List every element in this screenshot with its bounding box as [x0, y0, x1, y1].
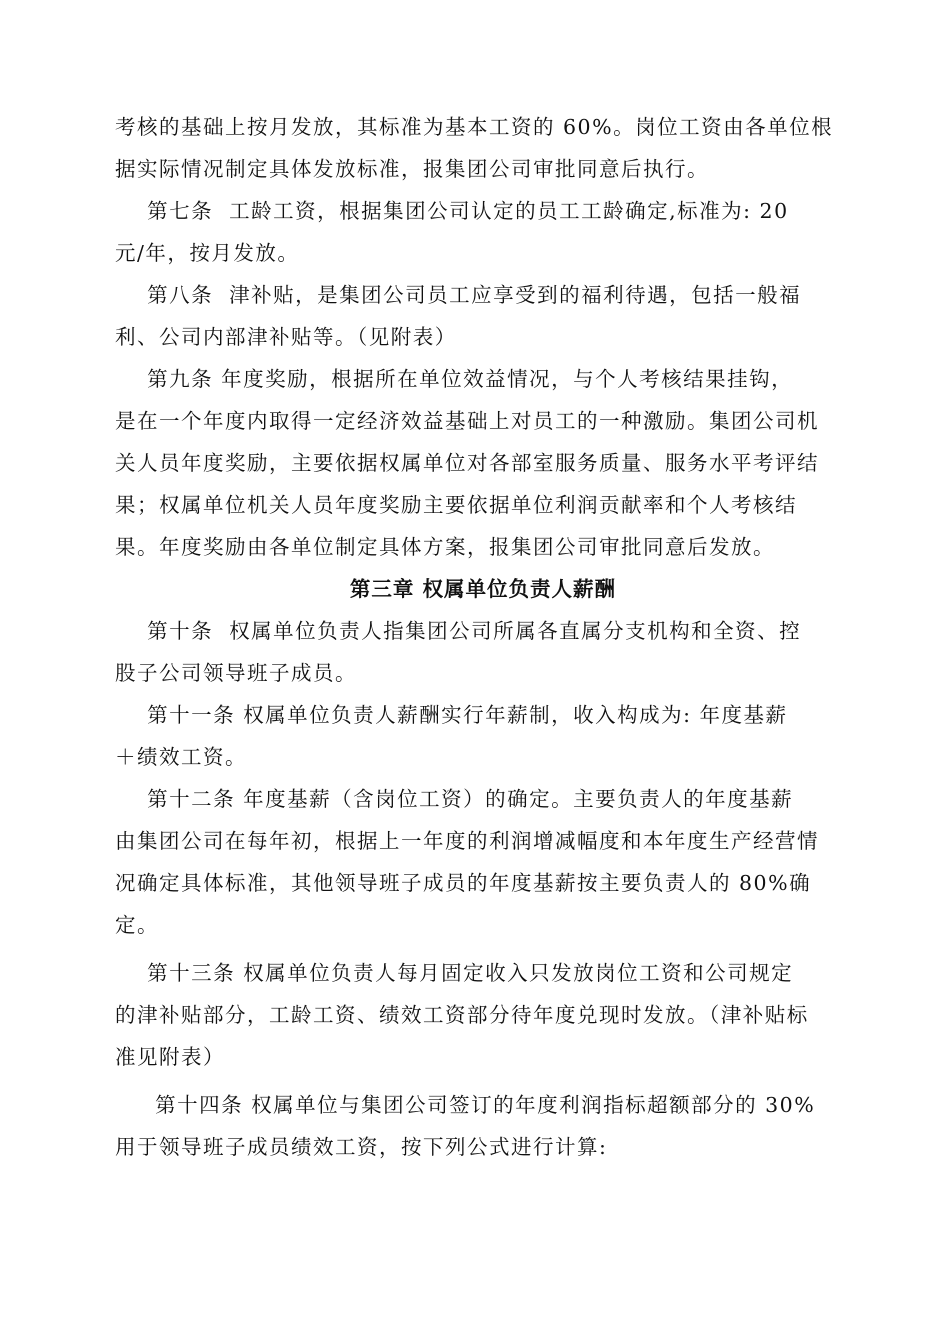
text-line: 元/年，按月发放。: [115, 241, 300, 265]
text-line: 的津补贴部分，工龄工资、绩效工资部分待年度兑现时发放。（津补贴标: [115, 1003, 809, 1027]
article-14-line: 第十四条 权属单位与集团公司签订的年度利润指标超额部分的 30%: [115, 1093, 816, 1117]
article-7-line: 第七条 工龄工资，根据集团公司认定的员工工龄确定,标准为: 20: [115, 199, 789, 223]
article-8-line: 第八条 津补贴，是集团公司员工应享受到的福利待遇，包括一般福: [115, 283, 802, 307]
text-line: 考核的基础上按月发放，其标准为基本工资的 60%。岗位工资由各单位根: [115, 115, 834, 139]
text-line: 股子公司领导班子成员。: [115, 661, 357, 685]
article-10-line: 第十条 权属单位负责人指集团公司所属各直属分支机构和全资、控: [115, 619, 802, 643]
text-line: 准见附表）: [115, 1045, 225, 1069]
text-line: 用于领导班子成员绩效工资，按下列公式进行计算:: [115, 1135, 608, 1159]
article-9-line: 第九条 年度奖励，根据所在单位效益情况，与个人考核结果挂钩，: [115, 367, 794, 391]
text-line: 由集团公司在每年初，根据上一年度的利润增减幅度和本年度生产经营情: [115, 829, 819, 853]
article-12-line: 第十二条 年度基薪（含岗位工资）的确定。主要负责人的年度基薪: [115, 787, 794, 811]
text-line: 利、公司内部津补贴等。（见附表）: [115, 325, 457, 349]
document-body: [115, 106, 834, 1168]
text-line: 是在一个年度内取得一定经济效益基础上对员工的一种激励。集团公司机: [115, 409, 819, 433]
text-line: ＋绩效工资。: [115, 745, 247, 769]
article-13-line: 第十三条 权属单位负责人每月固定收入只发放岗位工资和公司规定: [115, 961, 794, 985]
chapter-heading: 第三章 权属单位负责人薪酬: [349, 577, 617, 601]
text-line: 果；权属单位机关人员年度奖励主要依据单位利润贡献率和个人考核结: [115, 493, 797, 517]
text-line: 况确定具体标准，其他领导班子成员的年度基薪按主要负责人的 80%确: [115, 871, 812, 895]
text-line: 据实际情况制定具体发放标准，报集团公司审批同意后执行。: [115, 157, 709, 181]
text-line: 果。年度奖励由各单位制定具体方案，报集团公司审批同意后发放。: [115, 535, 775, 559]
article-11-line: 第十一条 权属单位负责人薪酬实行年薪制，收入构成为: 年度基薪: [115, 703, 788, 727]
text-line: 定。: [115, 913, 159, 937]
text-line: 关人员年度奖励，主要依据权属单位对各部室服务质量、服务水平考评结: [115, 451, 819, 475]
